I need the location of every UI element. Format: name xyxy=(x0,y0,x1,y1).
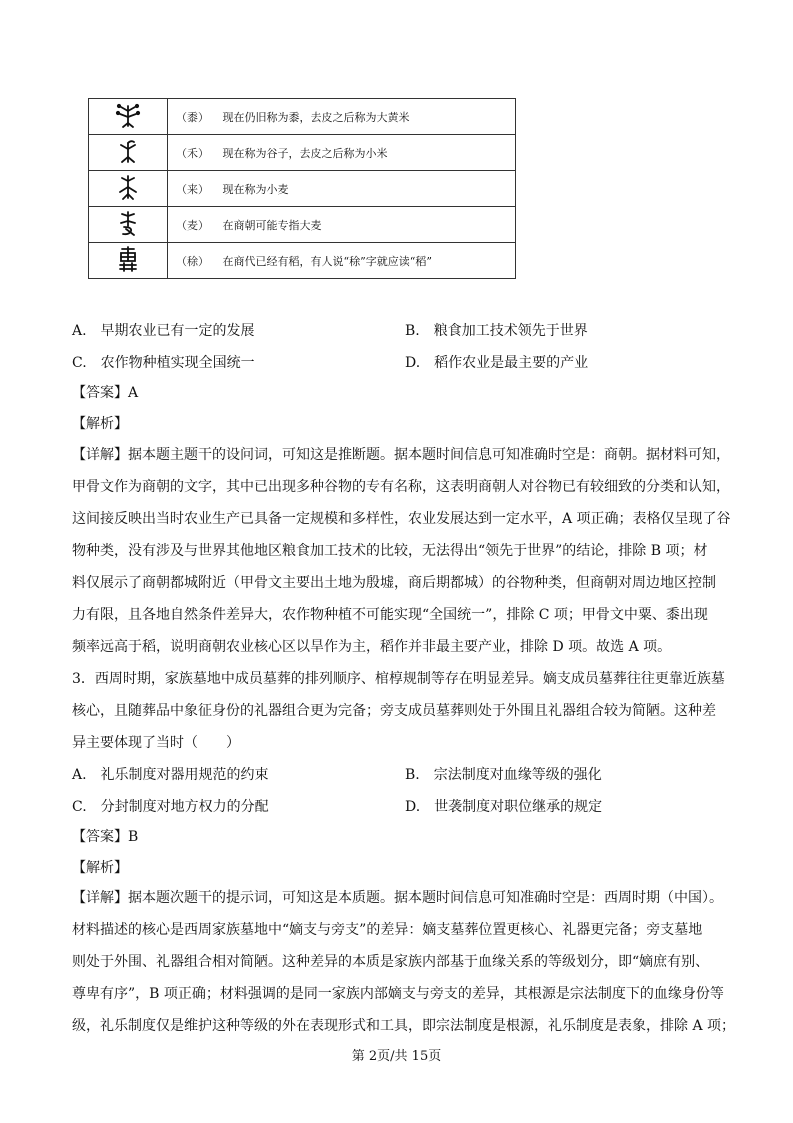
table-row xyxy=(89,99,516,135)
q2-detail-line: 频率远高于稻，说明商朝农业核心区以旱作为主，稻作并非最主要产业，排除 D 项。故选 A 项。 xyxy=(72,639,672,655)
q3-detail-line: 级，礼乐制度仅是维护这种等级的外在表现形式和工具，即宗法制度是根源，礼乐制度是表象，排除 A 项； xyxy=(72,1018,736,1034)
jiaguwen-lai-glyph-icon xyxy=(114,173,142,201)
q3-option-a: A. 礼乐制度对器用规范的约束 xyxy=(72,767,269,783)
glyph-description: 在商朝可能专指大麦 xyxy=(222,218,322,232)
table-row xyxy=(89,207,516,243)
q3-analysis-heading: 【解析】 xyxy=(72,860,128,876)
q2-answer: 【答案】A xyxy=(72,385,139,401)
q2-option-d: D. 稻作农业是最主要的产业 xyxy=(405,355,589,371)
q3-detail-line: 材料描述的核心是西周家族墓地中“嫡支与旁支”的差异：嫡支墓葬位置更核心、礼器更完备；旁支墓地 xyxy=(72,922,703,938)
q2-option-b: B. 粮食加工技术领先于世界 xyxy=(405,323,588,339)
oracle-bone-glyph-table xyxy=(88,98,516,279)
glyph-name: （禾） xyxy=(176,146,209,160)
jiaguwen-he-glyph-icon xyxy=(114,137,142,165)
q3-stem-line: 异主要体现了当时（ ） xyxy=(72,735,240,751)
q2-detail-line: 力有限，且各地自然条件差异大，农作物种植不可能实现“全国统一”，排除 C 项；甲骨文中粟、黍出现 xyxy=(72,607,708,623)
table-row xyxy=(89,135,516,171)
q2-detail-line: 料仅展示了商朝都城附近（甲骨文主要出土地为殷墟，商后期都城）的谷物种类，但商朝对周边地区控制 xyxy=(72,575,716,591)
table-row xyxy=(89,243,516,279)
jiaguwen-shu-glyph-icon xyxy=(114,101,142,129)
q3-option-b: B. 宗法制度对血缘等级的强化 xyxy=(405,767,602,783)
q2-detail-line: 物种类，没有涉及与世界其他地区粮食加工技术的比较，无法得出“领先于世界”的结论，排除 B 项；材 xyxy=(72,543,708,559)
glyph-description: 现在称为谷子，去皮之后称为小米 xyxy=(222,146,388,160)
q3-answer: 【答案】B xyxy=(72,829,139,845)
glyph-name: （麦） xyxy=(176,218,209,232)
q3-option-c: C. 分封制度对地方权力的分配 xyxy=(72,799,269,815)
glyph-description: 现在称为小麦 xyxy=(222,182,289,196)
q2-detail-line: 【详解】据本题主题干的设问词，可知这是推断题。据本题时间信息可知准确时空是：商朝。据材料可知， xyxy=(72,447,730,463)
q2-option-c: C. 农作物种植实现全国统一 xyxy=(72,355,255,371)
glyph-name: （稌） xyxy=(176,254,209,268)
q2-analysis-heading: 【解析】 xyxy=(72,416,128,432)
q2-detail-line: 这间接反映出当时农业生产已具备一定规模和多样性，农业发展达到一定水平，A 项正确；表格仅呈现了谷 xyxy=(72,511,731,527)
q2-detail-line: 甲骨文作为商朝的文字，其中已出现多种谷物的专有名称，这表明商朝人对谷物已有较细致的分类和认知， xyxy=(72,479,730,495)
q3-stem-line: 3．西周时期，家族墓地中成员墓葬的排列顺序、棺椁规制等存在明显差异。嫡支成员墓葬往往更靠近族墓 xyxy=(72,671,725,687)
glyph-name: （来） xyxy=(176,182,209,196)
q3-detail-line: 尊卑有序”，B 项正确；材料强调的是同一家族内部嫡支与旁支的差异，其根源是宗法制度下的血缘身份等 xyxy=(72,986,724,1002)
q3-detail-line: 【详解】据本题次题干的提示词，可知这是本质题。据本题时间信息可知准确时空是：西周时期（中国）。 xyxy=(72,890,723,906)
jiaguwen-tu-glyph-icon xyxy=(114,245,142,273)
q3-stem-line: 核心，且随葬品中象征身份的礼器组合更为完备；旁支成员墓葬则处于外围且礼器组合较为简陋。这种差 xyxy=(72,703,716,719)
glyph-description: 现在仍旧称为黍，去皮之后称为大黄米 xyxy=(222,110,410,124)
q3-detail-line: 则处于外围、礼器组合相对简陋。这种差异的本质是家族内部基于血缘关系的等级划分，即“嫡庶有别、 xyxy=(72,954,710,970)
jiaguwen-mai-glyph-icon xyxy=(114,209,142,237)
q3-option-d: D. 世袭制度对职位继承的规定 xyxy=(405,799,603,815)
glyph-description: 在商代已经有稻，有人说“稌”字就应读“稻” xyxy=(222,254,432,268)
page-footer: 第 2页/共 15页 xyxy=(351,1049,442,1064)
glyph-name: （黍） xyxy=(176,110,209,124)
q2-option-a: A. 早期农业已有一定的发展 xyxy=(72,323,255,339)
table-row xyxy=(89,171,516,207)
